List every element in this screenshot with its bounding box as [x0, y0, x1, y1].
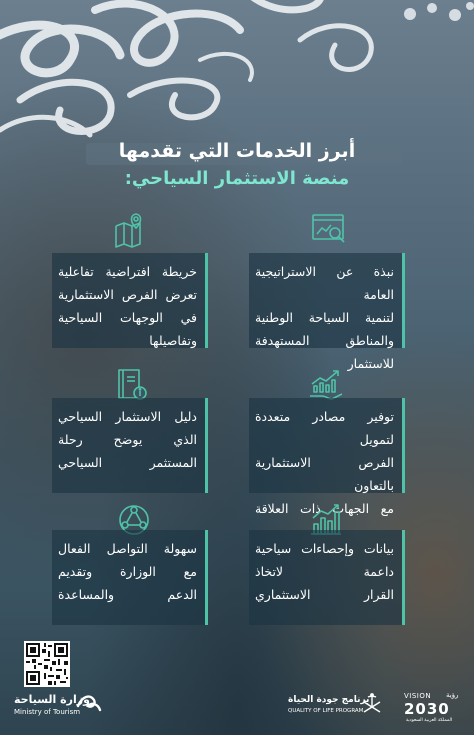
service-card-funding — [249, 398, 405, 516]
service-text-line: تعرض الفرص الاستثمارية — [58, 287, 197, 302]
service-text-line: وتفاصيلها — [149, 333, 197, 348]
service-text-line: القرار الاستثماري — [255, 587, 394, 602]
service-text-line: مع الجهات ذات العلاقة — [255, 501, 394, 516]
service-text-line: في الوجهات السياحية — [58, 310, 197, 325]
vision-kingdom-ar: المملكة العربية السعودية — [406, 718, 453, 723]
map-pin-icon — [113, 212, 149, 248]
headline-line1: أبرز الخدمات التي تقدمها — [118, 140, 356, 162]
service-text-line: لتنمية السياحة الوطنية — [255, 310, 394, 325]
service-text-line: بيانات وإحصاءات سياحية — [255, 541, 394, 556]
service-text-line: الدعم والمساعدة — [58, 587, 197, 602]
headline-line2: منصة الاستثمار السياحي: — [124, 168, 350, 189]
hand-growth-chart-icon — [308, 366, 344, 402]
service-text-line: المستثمر السياحي — [58, 455, 197, 470]
service-text-line: للاستثمار — [347, 356, 394, 371]
service-card-strategy — [249, 253, 405, 371]
service-text-line: داعمة لاتخاذ — [255, 564, 394, 579]
service-text-line: توفير مصادر متعددة لتمويل — [255, 409, 394, 447]
service-text-line: الذي يوضح رحلة — [58, 432, 197, 447]
service-card-statistics — [249, 530, 405, 625]
service-text-line: دليل الاستثمار السياحي — [58, 409, 197, 424]
service-text-line: سهولة التواصل الفعال — [58, 541, 197, 556]
chart-magnifier-icon — [311, 211, 347, 247]
vision-word: VISION — [404, 692, 432, 700]
service-text-line: والمناطق المستهدفة — [255, 333, 394, 348]
ministry-name-ar: وزارة السياحة — [14, 693, 90, 706]
vision-word-ar: رؤية — [446, 691, 459, 699]
saudi-emblem-icon — [361, 692, 383, 716]
calligraphy-decoration — [0, 0, 474, 140]
service-text-line: خريطة افتراضية تفاعلية — [58, 264, 197, 279]
vision-year: 2030 — [404, 700, 450, 718]
qol-name-ar: برنامج جودة الحياة — [288, 695, 370, 705]
service-card-virtual-map — [52, 253, 208, 348]
guide-book-icon — [113, 366, 149, 402]
service-text-line: مع الوزارة وتقديم — [58, 564, 197, 579]
service-text-line: الفرص الاستثمارية بالتعاون — [255, 455, 394, 493]
service-card-communication — [52, 530, 208, 625]
service-card-investor-guide — [52, 398, 208, 493]
service-text-line: نبذة عن الاستراتيجية العامة — [255, 264, 394, 302]
qr-code[interactable] — [24, 641, 70, 687]
qol-name-en: QUALITY OF LIFE PROGRAM — [288, 708, 364, 714]
ministry-name-en: Ministry of Tourism — [14, 708, 81, 716]
